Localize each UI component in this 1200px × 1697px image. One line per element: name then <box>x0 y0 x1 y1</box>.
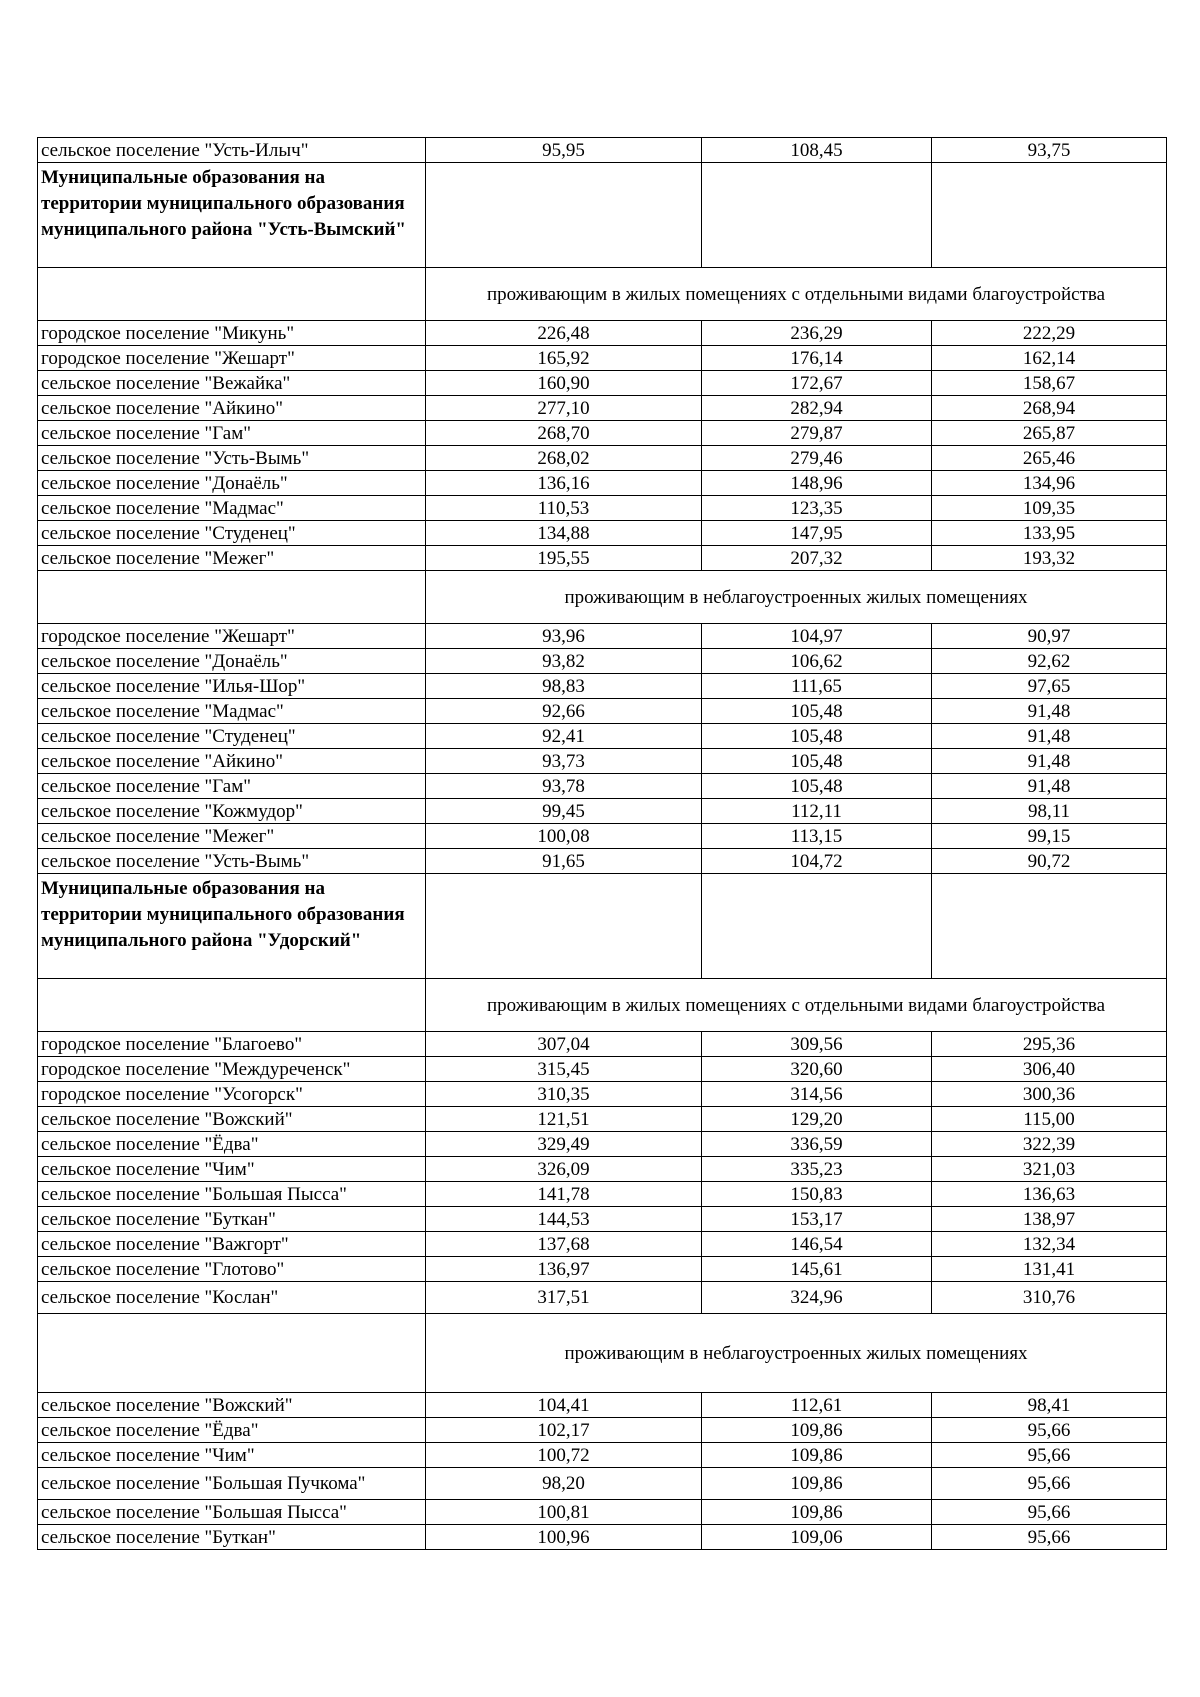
table-row <box>38 649 1167 674</box>
tariff-table-body <box>38 138 1167 1550</box>
table-row <box>38 1132 1167 1157</box>
value-col-3: 95,66 <box>932 1418 1167 1443</box>
value-col-1: 121,51 <box>426 1107 702 1132</box>
settlement-name: сельское поселение "Мадмас" <box>38 699 426 724</box>
value-col-1: 307,04 <box>426 1032 702 1057</box>
tariff-table <box>37 137 1167 1550</box>
value-col-1: 144,53 <box>426 1207 702 1232</box>
settlement-name: сельское поселение "Донаёль" <box>38 649 426 674</box>
settlement-name: городское поселение "Междуреченск" <box>38 1057 426 1082</box>
table-row <box>38 1468 1167 1500</box>
settlement-name: сельское поселение "Чим" <box>38 1157 426 1182</box>
table-row <box>38 1057 1167 1082</box>
value-col-2: 236,29 <box>702 321 932 346</box>
value-col-3: 95,66 <box>932 1525 1167 1550</box>
value-col-2: 106,62 <box>702 649 932 674</box>
settlement-name: сельское поселение "Усть-Вымь" <box>38 446 426 471</box>
value-col-3: 98,41 <box>932 1393 1167 1418</box>
settlement-name: сельское поселение "Ёдва" <box>38 1132 426 1157</box>
value-col-1: 165,92 <box>426 346 702 371</box>
table-row <box>38 396 1167 421</box>
table-row <box>38 1207 1167 1232</box>
value-col-1: 134,88 <box>426 521 702 546</box>
settlement-name: сельское поселение "Важгорт" <box>38 1232 426 1257</box>
value-col-3: 321,03 <box>932 1157 1167 1182</box>
settlement-name: сельское поселение "Вожский" <box>38 1393 426 1418</box>
district-header-row <box>38 874 1167 979</box>
value-col-1: 136,97 <box>426 1257 702 1282</box>
settlement-name: сельское поселение "Буткан" <box>38 1207 426 1232</box>
settlement-name: городское поселение "Жешарт" <box>38 624 426 649</box>
value-col-3: 265,87 <box>932 421 1167 446</box>
settlement-name: сельское поселение "Айкино" <box>38 749 426 774</box>
value-col-2: 176,14 <box>702 346 932 371</box>
table-row <box>38 1393 1167 1418</box>
settlement-name: сельское поселение "Студенец" <box>38 521 426 546</box>
value-col-2: 123,35 <box>702 496 932 521</box>
value-col-2: 104,72 <box>702 849 932 874</box>
value-col-1: 102,17 <box>426 1418 702 1443</box>
value-col-3: 92,62 <box>932 649 1167 674</box>
value-col-2: 105,48 <box>702 699 932 724</box>
value-col-2: 109,06 <box>702 1525 932 1550</box>
value-col-2: 153,17 <box>702 1207 932 1232</box>
value-col-1: 268,70 <box>426 421 702 446</box>
value-col-1: 100,08 <box>426 824 702 849</box>
value-col-2: 146,54 <box>702 1232 932 1257</box>
table-row <box>38 1500 1167 1525</box>
value-col-3: 268,94 <box>932 396 1167 421</box>
value-col-1: 95,95 <box>426 138 702 163</box>
value-col-1: 329,49 <box>426 1132 702 1157</box>
value-col-3: 90,97 <box>932 624 1167 649</box>
value-col-3: 222,29 <box>932 321 1167 346</box>
category-caption: проживающим в неблагоустроенных жилых помещениях <box>426 571 1167 624</box>
table-row <box>38 849 1167 874</box>
table-row <box>38 824 1167 849</box>
value-col-2: 314,56 <box>702 1082 932 1107</box>
value-col-3: 99,15 <box>932 824 1167 849</box>
value-col-2: 109,86 <box>702 1443 932 1468</box>
value-col-3: 134,96 <box>932 471 1167 496</box>
category-row <box>38 268 1167 321</box>
value-col-3: 95,66 <box>932 1443 1167 1468</box>
value-col-3: 95,66 <box>932 1500 1167 1525</box>
empty-cell <box>932 163 1167 268</box>
value-col-3: 91,48 <box>932 699 1167 724</box>
value-col-3: 193,32 <box>932 546 1167 571</box>
value-col-1: 99,45 <box>426 799 702 824</box>
value-col-1: 91,65 <box>426 849 702 874</box>
value-col-2: 148,96 <box>702 471 932 496</box>
value-col-2: 320,60 <box>702 1057 932 1082</box>
value-col-2: 207,32 <box>702 546 932 571</box>
value-col-2: 150,83 <box>702 1182 932 1207</box>
value-col-2: 145,61 <box>702 1257 932 1282</box>
value-col-3: 133,95 <box>932 521 1167 546</box>
value-col-3: 310,76 <box>932 1282 1167 1314</box>
settlement-name: сельское поселение "Межег" <box>38 824 426 849</box>
value-col-3: 109,35 <box>932 496 1167 521</box>
value-col-3: 322,39 <box>932 1132 1167 1157</box>
value-col-2: 111,65 <box>702 674 932 699</box>
district-header-row <box>38 163 1167 268</box>
empty-cell <box>426 163 702 268</box>
table-row <box>38 1157 1167 1182</box>
value-col-2: 112,11 <box>702 799 932 824</box>
category-caption: проживающим в неблагоустроенных жилых помещениях <box>426 1314 1167 1393</box>
table-row <box>38 1443 1167 1468</box>
district-title: Муниципальные образования на территории муниципального образования муниципального района "Усть-Вымский" <box>38 163 426 268</box>
value-col-3: 131,41 <box>932 1257 1167 1282</box>
table-row <box>38 421 1167 446</box>
value-col-2: 105,48 <box>702 749 932 774</box>
settlement-name: городское поселение "Благоево" <box>38 1032 426 1057</box>
value-col-1: 268,02 <box>426 446 702 471</box>
value-col-2: 109,86 <box>702 1500 932 1525</box>
value-col-2: 335,23 <box>702 1157 932 1182</box>
settlement-name: сельское поселение "Глотово" <box>38 1257 426 1282</box>
value-col-2: 109,86 <box>702 1468 932 1500</box>
table-row <box>38 471 1167 496</box>
value-col-1: 277,10 <box>426 396 702 421</box>
empty-cell <box>38 1314 426 1393</box>
value-col-3: 136,63 <box>932 1182 1167 1207</box>
table-row <box>38 674 1167 699</box>
empty-cell <box>38 571 426 624</box>
value-col-1: 317,51 <box>426 1282 702 1314</box>
empty-cell <box>38 979 426 1032</box>
value-col-3: 95,66 <box>932 1468 1167 1500</box>
table-row <box>38 1082 1167 1107</box>
value-col-3: 115,00 <box>932 1107 1167 1132</box>
value-col-1: 92,66 <box>426 699 702 724</box>
value-col-1: 141,78 <box>426 1182 702 1207</box>
value-col-1: 93,82 <box>426 649 702 674</box>
table-row <box>38 1257 1167 1282</box>
table-row <box>38 1107 1167 1132</box>
value-col-2: 104,97 <box>702 624 932 649</box>
table-row <box>38 446 1167 471</box>
value-col-3: 90,72 <box>932 849 1167 874</box>
value-col-1: 136,16 <box>426 471 702 496</box>
settlement-name: сельское поселение "Усть-Вымь" <box>38 849 426 874</box>
empty-cell <box>702 874 932 979</box>
category-caption: проживающим в жилых помещениях с отдельными видами благоустройства <box>426 979 1167 1032</box>
value-col-2: 324,96 <box>702 1282 932 1314</box>
empty-cell <box>426 874 702 979</box>
value-col-1: 195,55 <box>426 546 702 571</box>
value-col-1: 104,41 <box>426 1393 702 1418</box>
settlement-name: сельское поселение "Большая Пысса" <box>38 1500 426 1525</box>
settlement-name: сельское поселение "Мадмас" <box>38 496 426 521</box>
settlement-name: сельское поселение "Большая Пучкома" <box>38 1468 426 1500</box>
value-col-2: 147,95 <box>702 521 932 546</box>
value-col-1: 226,48 <box>426 321 702 346</box>
value-col-2: 282,94 <box>702 396 932 421</box>
settlement-name: городское поселение "Усогорск" <box>38 1082 426 1107</box>
empty-cell <box>932 874 1167 979</box>
value-col-1: 137,68 <box>426 1232 702 1257</box>
table-row <box>38 699 1167 724</box>
value-col-2: 112,61 <box>702 1393 932 1418</box>
value-col-1: 100,96 <box>426 1525 702 1550</box>
table-row <box>38 799 1167 824</box>
value-col-1: 100,72 <box>426 1443 702 1468</box>
table-row <box>38 624 1167 649</box>
table-row <box>38 724 1167 749</box>
value-col-1: 98,20 <box>426 1468 702 1500</box>
value-col-3: 300,36 <box>932 1082 1167 1107</box>
value-col-3: 138,97 <box>932 1207 1167 1232</box>
settlement-name: сельское поселение "Чим" <box>38 1443 426 1468</box>
settlement-name: сельское поселение "Донаёль" <box>38 471 426 496</box>
settlement-name: сельское поселение "Кослан" <box>38 1282 426 1314</box>
table-row <box>38 346 1167 371</box>
value-col-2: 336,59 <box>702 1132 932 1157</box>
table-row <box>38 371 1167 396</box>
settlement-name: городское поселение "Жешарт" <box>38 346 426 371</box>
settlement-name: сельское поселение "Вожский" <box>38 1107 426 1132</box>
value-col-1: 315,45 <box>426 1057 702 1082</box>
category-row <box>38 571 1167 624</box>
category-row <box>38 1314 1167 1393</box>
value-col-1: 110,53 <box>426 496 702 521</box>
value-col-1: 160,90 <box>426 371 702 396</box>
table-row <box>38 749 1167 774</box>
value-col-1: 310,35 <box>426 1082 702 1107</box>
value-col-1: 98,83 <box>426 674 702 699</box>
table-row <box>38 521 1167 546</box>
value-col-2: 172,67 <box>702 371 932 396</box>
table-row <box>38 1525 1167 1550</box>
table-row <box>38 496 1167 521</box>
table-row <box>38 1182 1167 1207</box>
value-col-3: 91,48 <box>932 724 1167 749</box>
value-col-2: 105,48 <box>702 724 932 749</box>
settlement-name: сельское поселение "Ёдва" <box>38 1418 426 1443</box>
settlement-name: сельское поселение "Айкино" <box>38 396 426 421</box>
value-col-1: 326,09 <box>426 1157 702 1182</box>
empty-cell <box>38 268 426 321</box>
table-row <box>38 1282 1167 1314</box>
table-row <box>38 1232 1167 1257</box>
empty-cell <box>702 163 932 268</box>
value-col-2: 113,15 <box>702 824 932 849</box>
table-row <box>38 1418 1167 1443</box>
table-row <box>38 546 1167 571</box>
value-col-3: 91,48 <box>932 774 1167 799</box>
value-col-3: 158,67 <box>932 371 1167 396</box>
settlement-name: сельское поселение "Большая Пысса" <box>38 1182 426 1207</box>
value-col-3: 97,65 <box>932 674 1167 699</box>
category-row <box>38 979 1167 1032</box>
value-col-3: 132,34 <box>932 1232 1167 1257</box>
settlement-name: сельское поселение "Вежайка" <box>38 371 426 396</box>
settlement-name: сельское поселение "Гам" <box>38 421 426 446</box>
value-col-1: 93,73 <box>426 749 702 774</box>
table-row <box>38 774 1167 799</box>
settlement-name: сельское поселение "Буткан" <box>38 1525 426 1550</box>
value-col-1: 92,41 <box>426 724 702 749</box>
value-col-3: 93,75 <box>932 138 1167 163</box>
value-col-3: 306,40 <box>932 1057 1167 1082</box>
settlement-name: сельское поселение "Студенец" <box>38 724 426 749</box>
value-col-3: 265,46 <box>932 446 1167 471</box>
value-col-2: 105,48 <box>702 774 932 799</box>
value-col-3: 91,48 <box>932 749 1167 774</box>
settlement-name: городское поселение "Микунь" <box>38 321 426 346</box>
value-col-3: 98,11 <box>932 799 1167 824</box>
value-col-3: 295,36 <box>932 1032 1167 1057</box>
table-row <box>38 321 1167 346</box>
value-col-2: 279,87 <box>702 421 932 446</box>
settlement-name: сельское поселение "Межег" <box>38 546 426 571</box>
category-caption: проживающим в жилых помещениях с отдельными видами благоустройства <box>426 268 1167 321</box>
value-col-2: 129,20 <box>702 1107 932 1132</box>
value-col-2: 109,86 <box>702 1418 932 1443</box>
settlement-name: сельское поселение "Илья-Шор" <box>38 674 426 699</box>
value-col-2: 108,45 <box>702 138 932 163</box>
value-col-3: 162,14 <box>932 346 1167 371</box>
settlement-name: сельское поселение "Гам" <box>38 774 426 799</box>
settlement-name: сельское поселение "Кожмудор" <box>38 799 426 824</box>
value-col-1: 93,96 <box>426 624 702 649</box>
settlement-name: сельское поселение "Усть-Илыч" <box>38 138 426 163</box>
table-row <box>38 138 1167 163</box>
value-col-1: 93,78 <box>426 774 702 799</box>
value-col-2: 309,56 <box>702 1032 932 1057</box>
district-title: Муниципальные образования на территории муниципального образования муниципального района "Удорский" <box>38 874 426 979</box>
value-col-1: 100,81 <box>426 1500 702 1525</box>
table-row <box>38 1032 1167 1057</box>
value-col-2: 279,46 <box>702 446 932 471</box>
